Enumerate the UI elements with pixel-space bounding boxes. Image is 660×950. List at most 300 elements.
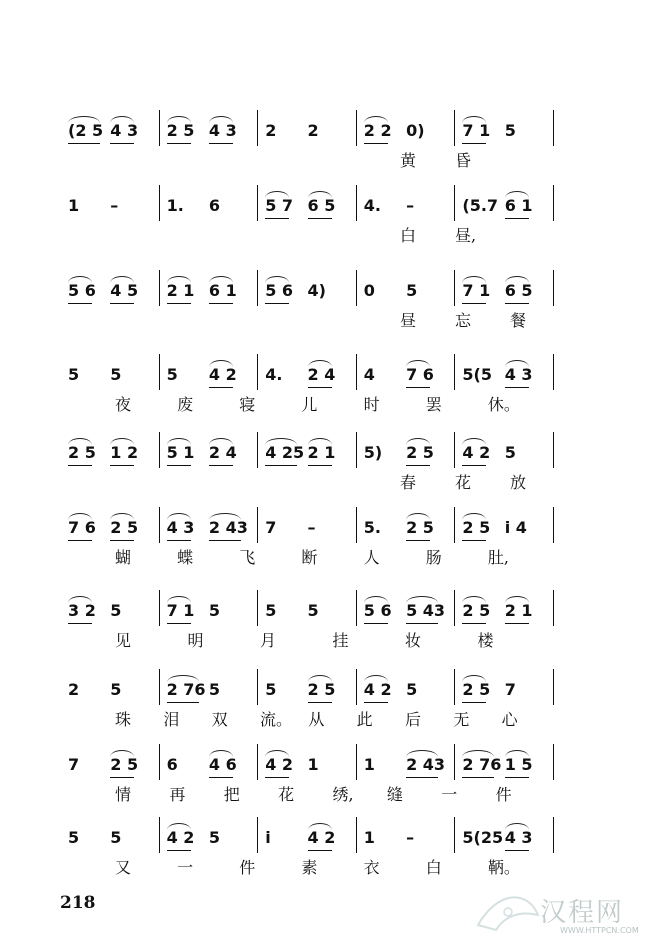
bar-line [159, 432, 160, 468]
note-token: 4 5 [110, 281, 139, 300]
note-token: 4. [265, 365, 283, 384]
note-token: 5 [265, 680, 277, 699]
slur-mark [505, 750, 529, 757]
note-token: 7 [265, 518, 277, 537]
bar-line [257, 110, 258, 146]
bar-line [553, 185, 554, 221]
beam-underline [462, 465, 486, 466]
lyric-char: 寝 [239, 395, 256, 414]
lyric-char: 废 [177, 395, 194, 414]
beam-underline [209, 303, 233, 304]
lyric-char: 休。 [487, 395, 520, 414]
lyric-char: 餐 [510, 311, 527, 330]
slur-mark [308, 191, 332, 198]
beam-underline [110, 303, 134, 304]
slur-mark [406, 438, 430, 445]
lyric-char: 昼, [455, 226, 477, 245]
note-token: 1 [68, 196, 80, 215]
lyric-line [0, 396, 660, 436]
beam-underline [68, 540, 92, 541]
note-token: 2 2 [363, 121, 392, 140]
beam-underline [110, 143, 134, 144]
bar-line [553, 590, 554, 626]
beam-underline [505, 387, 529, 388]
slur-mark [110, 438, 134, 445]
slur-mark [209, 438, 233, 445]
slur-mark [209, 513, 241, 520]
note-token: 5. [363, 518, 382, 537]
beam-underline [209, 387, 233, 388]
beam-underline [167, 540, 191, 541]
bar-line [553, 432, 554, 468]
bar-line [553, 270, 554, 306]
note-token: 5 6 [68, 281, 96, 300]
note-token: 4 [363, 365, 375, 384]
slur-mark [68, 596, 92, 603]
lyric-char: 无 [453, 710, 470, 729]
beam-underline [505, 777, 529, 778]
bar-line [159, 590, 160, 626]
beam-underline [167, 623, 191, 624]
lyric-line [0, 474, 660, 514]
bar-line [257, 185, 258, 221]
lyric-line [0, 549, 660, 589]
slur-mark [505, 191, 529, 198]
note-token: 5 1 [166, 443, 195, 462]
slur-mark [265, 750, 289, 757]
beam-underline [167, 702, 199, 703]
bar-line [454, 270, 455, 306]
note-token: 7 [504, 680, 516, 699]
note-token: 5 [110, 680, 122, 699]
note-token: 7 1 [166, 601, 195, 620]
note-token: 2 5 [462, 601, 491, 620]
note-token: 5 [68, 365, 80, 384]
note-token: 2 1 [307, 443, 336, 462]
bar-line [159, 669, 160, 705]
lyric-char: 蝴 [115, 548, 132, 567]
beam-underline [265, 465, 297, 466]
lyric-char: 楼 [477, 631, 494, 650]
bar-line [553, 354, 554, 390]
bar-line [159, 507, 160, 543]
watermark-url: WWW.HTTPCN.COM [560, 926, 639, 935]
note-token: 5 [208, 828, 221, 847]
slur-mark [167, 675, 199, 682]
note-token: 5 [110, 601, 122, 620]
slur-mark [110, 276, 134, 283]
slur-mark [364, 116, 388, 123]
lyric-char: 春 [400, 473, 417, 492]
beam-underline [462, 702, 486, 703]
lyric-line [0, 711, 660, 751]
note-token: 2 5 [68, 443, 96, 462]
note-token: i 4 [504, 518, 527, 537]
beam-underline [505, 623, 529, 624]
slur-mark [265, 438, 297, 445]
beam-underline [209, 143, 233, 144]
lyric-line [0, 786, 660, 826]
beam-underline [462, 777, 494, 778]
lyric-char: 时 [363, 395, 380, 414]
beam-underline [505, 850, 529, 851]
note-token: 6 1 [208, 281, 237, 300]
note-token: 2 4 [208, 443, 237, 462]
beam-underline [167, 465, 191, 466]
note-token: 2 5 [166, 121, 195, 140]
note-token: 6 5 [504, 281, 533, 300]
beam-underline [406, 387, 430, 388]
slur-mark [505, 823, 529, 830]
slur-mark [265, 191, 289, 198]
lyric-char: 见 [115, 631, 132, 650]
slur-mark [462, 596, 486, 603]
lyric-line [0, 632, 660, 672]
bar-line [159, 744, 160, 780]
lyric-char: 黄 [400, 151, 417, 170]
lyric-char: 花 [455, 473, 472, 492]
slur-mark [167, 596, 191, 603]
bar-line [257, 817, 258, 853]
bar-line [356, 270, 357, 306]
note-token: 2 43 [208, 518, 248, 537]
beam-underline [308, 218, 332, 219]
note-token: 5 [406, 281, 418, 300]
beam-underline [68, 623, 92, 624]
note-token: 7 [68, 755, 80, 774]
bar-line [356, 817, 357, 853]
note-token: 5(5 [462, 365, 492, 384]
slur-mark [68, 116, 100, 123]
note-token: 5 [208, 601, 221, 620]
bar-line [356, 354, 357, 390]
slur-mark [364, 596, 388, 603]
bar-line [257, 432, 258, 468]
note-token: 5 [208, 680, 221, 699]
note-token: 5 6 [265, 281, 294, 300]
note-token: 4 3 [208, 121, 237, 140]
note-token: 2 [68, 680, 80, 699]
note-token: 4 2 [208, 365, 237, 384]
bar-line [159, 817, 160, 853]
beam-underline [265, 303, 289, 304]
bar-line [454, 432, 455, 468]
slur-mark [209, 750, 233, 757]
bar-line [159, 354, 160, 390]
slur-mark [110, 750, 134, 757]
note-token: 2 5 [462, 680, 491, 699]
lyric-char: 后 [405, 710, 422, 729]
lyric-char: 飞 [239, 548, 256, 567]
beam-underline [68, 465, 92, 466]
note-token: 4) [307, 281, 326, 300]
lyric-char: 心 [501, 710, 518, 729]
note-token: 3 2 [68, 601, 96, 620]
slur-mark [209, 276, 233, 283]
slur-mark [406, 596, 438, 603]
bar-line [159, 270, 160, 306]
page-number: 218 [60, 893, 96, 913]
note-token: 4 2 [363, 680, 392, 699]
bar-line [356, 432, 357, 468]
lyric-line [0, 227, 660, 267]
lyric-char: 妆 [405, 631, 422, 650]
note-token: – [406, 828, 415, 847]
note-token: 2 5 [462, 518, 491, 537]
note-token: 5(25 [462, 828, 504, 847]
beam-underline [406, 777, 438, 778]
note-token: 2 76 [462, 755, 502, 774]
beam-underline [110, 777, 134, 778]
lyric-char: 又 [115, 858, 132, 877]
note-token: 4 3 [166, 518, 195, 537]
bar-line [454, 817, 455, 853]
note-token: 5 [166, 365, 178, 384]
beam-underline [167, 143, 191, 144]
note-token: 7 1 [462, 121, 491, 140]
lyric-char: 件 [495, 785, 512, 804]
slur-mark [68, 276, 92, 283]
slur-mark [209, 116, 233, 123]
lyric-char: 肠 [425, 548, 442, 567]
slur-mark [462, 438, 486, 445]
slur-mark [167, 823, 191, 830]
note-token: 4 3 [110, 121, 139, 140]
note-token: 5 [504, 121, 516, 140]
slur-mark [209, 360, 233, 367]
lyric-char: 此 [356, 710, 373, 729]
note-token: 4 2 [265, 755, 294, 774]
beam-underline [462, 623, 486, 624]
note-token: 0) [406, 121, 425, 140]
note-token: 4 3 [504, 828, 533, 847]
lyric-char: 明 [187, 631, 204, 650]
slur-mark [505, 360, 529, 367]
note-token: 6 [208, 196, 221, 215]
lyric-char: 蝶 [177, 548, 194, 567]
note-token: 2 5 [307, 680, 336, 699]
beam-underline [209, 777, 233, 778]
slur-mark [68, 438, 92, 445]
slur-mark [462, 750, 494, 757]
beam-underline [406, 465, 430, 466]
lyric-char: 件 [239, 858, 256, 877]
beam-underline [209, 540, 241, 541]
bar-line [553, 110, 554, 146]
bar-line [356, 590, 357, 626]
lyric-char: 鞆。 [487, 858, 520, 877]
beam-underline [265, 218, 289, 219]
beam-underline [406, 623, 438, 624]
note-token: 6 [166, 755, 178, 774]
lyric-char: 放 [510, 473, 527, 492]
bar-line [454, 354, 455, 390]
beam-underline [68, 303, 92, 304]
note-token: 4 3 [504, 365, 533, 384]
note-token: 6 5 [307, 196, 336, 215]
lyric-char: 肚, [487, 548, 509, 567]
lyric-char: 夜 [115, 395, 132, 414]
beam-underline [462, 303, 486, 304]
note-token: 2 4 [307, 365, 336, 384]
lyric-line [0, 312, 660, 352]
note-token: 0 [363, 281, 375, 300]
note-token: 2 5 [406, 518, 434, 537]
slur-mark [462, 276, 486, 283]
note-token: 7 6 [406, 365, 434, 384]
beam-underline [462, 540, 486, 541]
note-token: 1 [307, 755, 319, 774]
lyric-char: 儿 [301, 395, 318, 414]
lyric-char: 忘 [455, 311, 472, 330]
watermark-text: 汉程网 [540, 898, 625, 928]
bar-line [454, 744, 455, 780]
bar-line [553, 817, 554, 853]
beam-underline [364, 143, 388, 144]
note-token: – [406, 196, 415, 215]
note-token: 2 5 [110, 755, 139, 774]
note-token: – [307, 518, 316, 537]
note-token: 2 [265, 121, 277, 140]
note-token: 1 [363, 755, 375, 774]
beam-underline [110, 540, 134, 541]
note-token: 1 [363, 828, 375, 847]
note-token: 5 6 [363, 601, 392, 620]
note-token: 1 5 [504, 755, 533, 774]
lyric-char: 一 [441, 785, 458, 804]
slur-mark [462, 116, 486, 123]
lyric-char: 从 [308, 710, 325, 729]
lyric-char: 素 [301, 858, 318, 877]
note-token: 2 1 [166, 281, 195, 300]
note-token: 2 5 [406, 443, 434, 462]
note-token: 4 2 [166, 828, 195, 847]
bar-line [159, 110, 160, 146]
beam-underline [209, 465, 233, 466]
beam-underline [167, 303, 191, 304]
slur-mark [167, 513, 191, 520]
slur-mark [265, 276, 289, 283]
beam-underline [308, 702, 332, 703]
slur-mark [505, 596, 529, 603]
note-token: 4 2 [462, 443, 491, 462]
slur-mark [110, 116, 134, 123]
bar-line [454, 110, 455, 146]
lyric-char: 挂 [332, 631, 349, 650]
lyric-char: 衣 [363, 858, 380, 877]
note-token: 4 6 [208, 755, 237, 774]
bar-line [356, 669, 357, 705]
slur-mark [406, 513, 430, 520]
note-token: 5 7 [265, 196, 294, 215]
lyric-char: 情 [115, 785, 132, 804]
beam-underline [505, 218, 529, 219]
note-token: 5 [265, 601, 277, 620]
beam-underline [110, 465, 134, 466]
note-token: 1 2 [110, 443, 139, 462]
note-token: 7 6 [68, 518, 96, 537]
note-token: 2 1 [504, 601, 533, 620]
note-token: – [110, 196, 119, 215]
note-token: 5 43 [406, 601, 446, 620]
bar-line [159, 185, 160, 221]
beam-underline [505, 303, 529, 304]
beam-underline [308, 850, 332, 851]
note-token: 5 [110, 828, 122, 847]
lyric-char: 把 [223, 785, 240, 804]
note-token: 6 1 [504, 196, 533, 215]
bar-line [553, 507, 554, 543]
slur-mark [505, 276, 529, 283]
beam-underline [308, 387, 332, 388]
bar-line [454, 185, 455, 221]
slur-mark [308, 823, 332, 830]
beam-underline [265, 777, 289, 778]
note-token: (5.7 [462, 196, 499, 215]
bar-line [553, 669, 554, 705]
beam-underline [167, 850, 191, 851]
slur-mark [462, 513, 486, 520]
note-token: 2 76 [166, 680, 206, 699]
beam-underline [364, 623, 388, 624]
note-token: 2 5 [110, 518, 139, 537]
note-token: 5 [504, 443, 516, 462]
bar-line [356, 185, 357, 221]
beam-underline [406, 540, 430, 541]
bar-line [257, 590, 258, 626]
slur-mark [462, 675, 486, 682]
note-token: 2 [307, 121, 319, 140]
lyric-char: 珠 [115, 710, 132, 729]
slur-mark [167, 116, 191, 123]
beam-underline [308, 465, 332, 466]
bar-line [257, 507, 258, 543]
lyric-char: 昼 [400, 311, 417, 330]
lyric-char: 月 [260, 631, 277, 650]
bar-line [356, 110, 357, 146]
bar-line [257, 669, 258, 705]
lyric-char: 绣, [332, 785, 354, 804]
bar-line [257, 354, 258, 390]
beam-underline [364, 702, 388, 703]
lyric-char: 罢 [425, 395, 442, 414]
lyric-char: 泪 [163, 710, 180, 729]
lyric-char: 断 [301, 548, 318, 567]
slur-mark [167, 438, 191, 445]
slur-mark [167, 276, 191, 283]
lyric-char: 流。 [260, 710, 293, 729]
lyric-char: 缝 [386, 785, 403, 804]
slur-mark [406, 360, 430, 367]
note-token: (2 5 [68, 121, 104, 140]
lyric-char: 再 [169, 785, 186, 804]
lyric-line [0, 152, 660, 192]
note-token: 5) [363, 443, 383, 462]
note-token: 7 1 [462, 281, 491, 300]
slur-mark [110, 513, 134, 520]
bar-line [454, 669, 455, 705]
note-token: 4 25 [265, 443, 305, 462]
bar-line [257, 744, 258, 780]
slur-mark [68, 513, 92, 520]
note-token: i [265, 828, 271, 847]
beam-underline [462, 143, 486, 144]
note-token: 5 [406, 680, 418, 699]
lyric-char: 双 [211, 710, 228, 729]
note-token: 2 43 [406, 755, 446, 774]
bar-line [356, 744, 357, 780]
bar-line [454, 590, 455, 626]
